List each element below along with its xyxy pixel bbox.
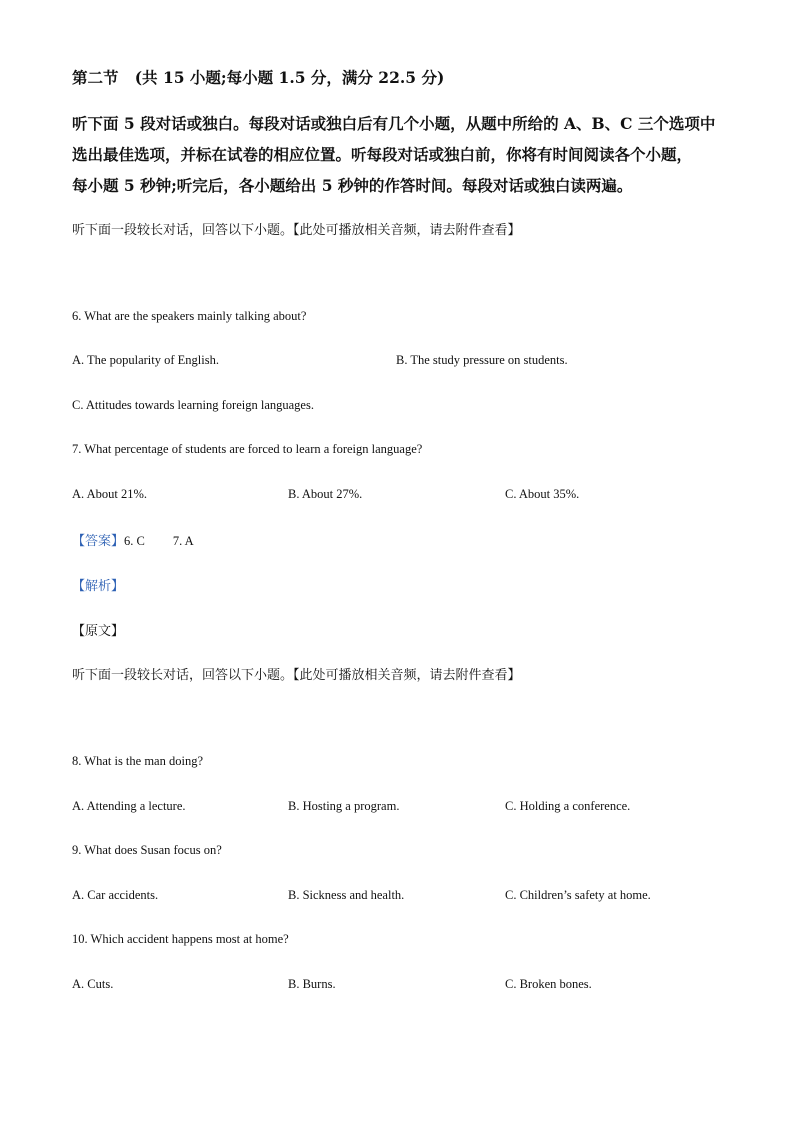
section-header [72,66,444,88]
listen-note-1: 听下面一段较长对话，回答以下小题。【此处可播放相关音频，请去附件查看】 [72,223,521,238]
section-score-info: (共 15 小题;每小题 1.5 分，满分 22.5 分) [134,68,445,87]
answer-7: 7. A [172,534,194,548]
section-title: 第二节 [72,68,119,87]
instruction-line-1: 听下面 5 段对话或独白。每段对话或独白后有几个小题，从题中所给的 A、B、C 三个选项中 [72,114,716,133]
q6-option-b: B. The study pressure on students. [396,353,568,367]
answer-6: 6. C [124,534,145,548]
analysis-label: 【解析】 [72,579,125,594]
q7-option-c: C. About 35%. [505,487,580,501]
original-text-line [72,620,124,639]
q10-option-b: B. Burns. [288,977,336,991]
q9-option-b: B. Sickness and health. [288,888,405,902]
q7-option-a: A. About 21%. [72,487,147,501]
analysis-line [72,575,124,594]
instruction-line-2: 选出最佳选项，并标在试卷的相应位置。听每段对话或独白前，你将有时间阅读各个小题， [72,145,693,164]
q6-option-a: A. The popularity of English. [72,353,219,367]
q10-option-a: A. Cuts. [72,977,114,991]
question-7: 7. What percentage of students are forced to learn a foreign language? [72,442,423,456]
original-label: 【原文】 [72,624,125,639]
question-8: 8. What is the man doing? [72,754,203,768]
q9-option-c: C. Children’s safety at home. [505,888,651,902]
q7-option-b: B. About 27%. [288,487,363,501]
q8-option-c: C. Holding a conference. [505,799,631,813]
answer-label: 【答案】 [72,534,125,549]
q10-option-c: C. Broken bones. [505,977,592,991]
listen-note-2: 听下面一段较长对话，回答以下小题。【此处可播放相关音频，请去附件查看】 [72,668,521,683]
q9-option-a: A. Car accidents. [72,888,159,902]
q6-option-c: C. Attitudes towards learning foreign languages. [72,398,314,412]
instruction-line-3: 每小题 5 秒钟;听完后，各小题给出 5 秒钟的作答时间。每段对话或独白读两遍。 [72,176,633,195]
question-6: 6. What are the speakers mainly talking about? [72,309,307,323]
answer-line [72,530,194,549]
question-9: 9. What does Susan focus on? [72,843,222,857]
question-10: 10. Which accident happens most at home? [72,932,289,946]
q8-option-a: A. Attending a lecture. [72,799,186,813]
q8-option-b: B. Hosting a program. [288,799,400,813]
